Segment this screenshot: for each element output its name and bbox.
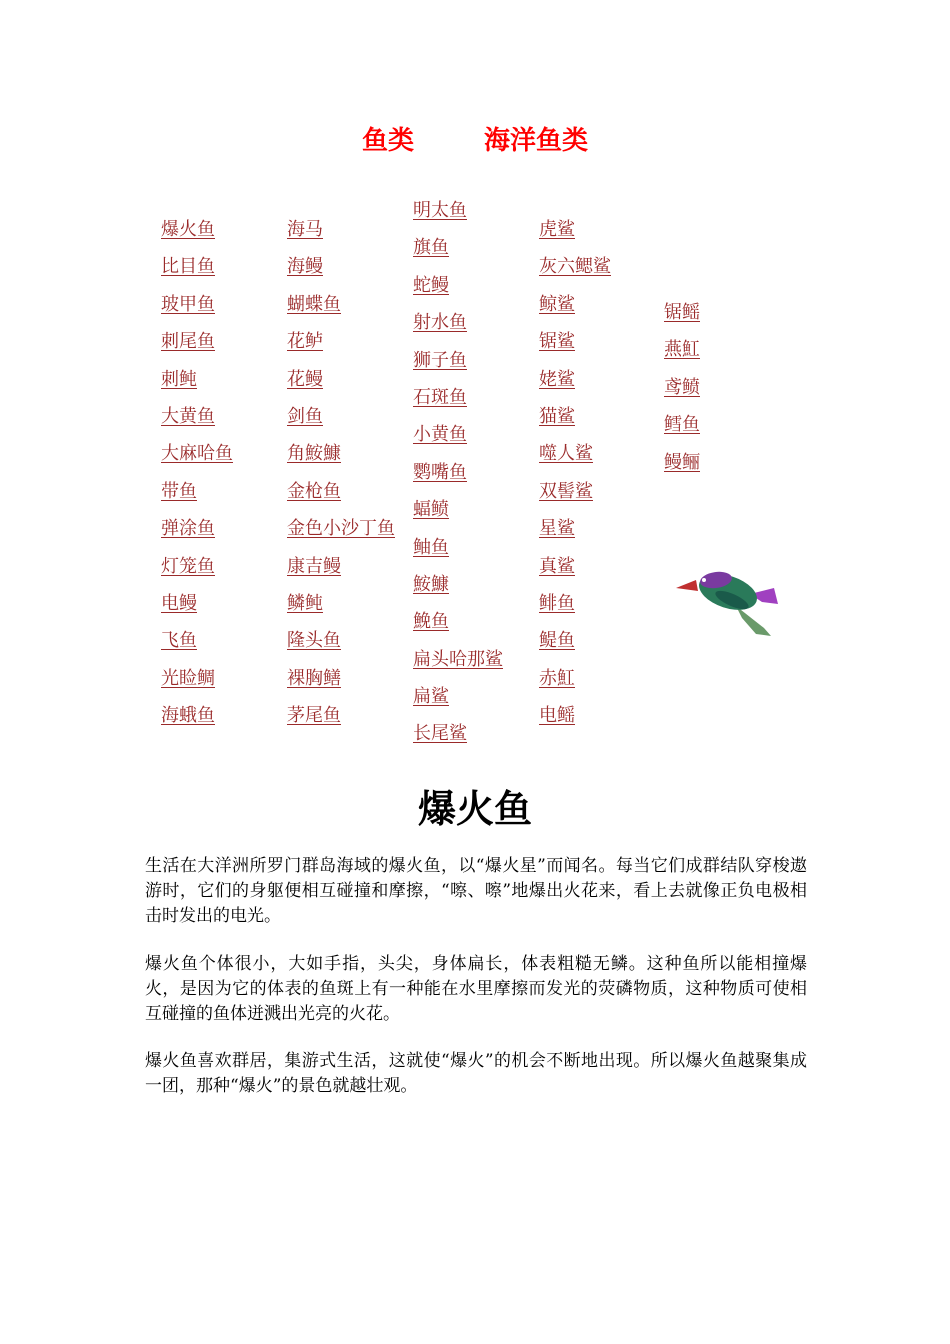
- fish-link[interactable]: 鲸鲨: [539, 293, 575, 315]
- fish-link[interactable]: 海马: [287, 219, 323, 240]
- fish-link[interactable]: 带鱼: [161, 480, 197, 502]
- fish-link[interactable]: 茅尾鱼: [287, 705, 341, 727]
- fish-link-column-1: [161, 211, 233, 734]
- fish-link[interactable]: 大黄鱼: [161, 405, 215, 427]
- fish-link[interactable]: 赤魟: [539, 667, 575, 689]
- fish-link[interactable]: 爆火鱼: [161, 219, 215, 240]
- fish-link[interactable]: 鸢鲼: [664, 376, 700, 398]
- article-paragraph-1: 生活在大洋洲所罗门群岛海域的爆火鱼，以“爆火星”而闻名。每当它们成群结队穿梭遨游时，它们的身躯便相互碰撞和摩擦，“嚓、嚓”地爆出火花来，看上去就像正负电极相击时发出的电光。: [145, 856, 807, 926]
- fish-link[interactable]: 虎鲨: [539, 219, 575, 240]
- fish-link[interactable]: 扁头哈那鲨: [413, 648, 503, 670]
- fish-link[interactable]: 灯笼鱼: [161, 555, 215, 577]
- fish-link[interactable]: 光睑鲷: [161, 667, 215, 689]
- fish-link[interactable]: 大麻哈鱼: [161, 443, 233, 465]
- fish-link[interactable]: 鳗鲡: [664, 451, 700, 473]
- fish-link[interactable]: 鳞鲀: [287, 592, 323, 614]
- fish-link[interactable]: 长尾鲨: [413, 723, 467, 745]
- fish-link[interactable]: 明太鱼: [413, 200, 467, 221]
- fish-link[interactable]: 锯鲨: [539, 331, 575, 353]
- header-subcategory: 海洋鱼类: [484, 126, 589, 156]
- fish-link-column-4: [539, 211, 611, 734]
- fish-link[interactable]: 旗鱼: [413, 237, 449, 259]
- fish-link[interactable]: 金枪鱼: [287, 480, 341, 502]
- fish-link[interactable]: 电鳗: [161, 592, 197, 614]
- article-paragraph-2: 爆火鱼个体很小，大如手指，头尖，身体扁长，体表粗糙无鳞。这种鱼所以能相撞爆火，是因为它的体表的鱼斑上有一种能在水里摩擦而发光的荧磷物质，这种物质可使相互碰撞的鱼体迸溅出光亮的火花。: [145, 954, 807, 1024]
- fish-link-column-3: [413, 192, 503, 753]
- fish-link[interactable]: 鳕鱼: [664, 414, 700, 436]
- fish-link[interactable]: 蝠鲼: [413, 499, 449, 521]
- fish-link[interactable]: 金色小沙丁鱼: [287, 518, 395, 540]
- header-category: 鱼类: [361, 126, 414, 156]
- fish-link[interactable]: 蝴蝶鱼: [287, 293, 341, 315]
- fish-link[interactable]: 灰六鳃鲨: [539, 256, 611, 278]
- fish-link[interactable]: 双髻鲨: [539, 480, 593, 502]
- fish-link[interactable]: 康吉鳗: [287, 555, 341, 577]
- fish-link[interactable]: 花鳗: [287, 368, 323, 390]
- fish-link[interactable]: 鲱鱼: [539, 592, 575, 614]
- fish-link[interactable]: 海鳗: [287, 256, 323, 278]
- fish-link[interactable]: 花鲈: [287, 331, 323, 353]
- fish-link[interactable]: 隆头鱼: [287, 630, 341, 652]
- fish-link[interactable]: 海蛾鱼: [161, 705, 215, 727]
- fish-link[interactable]: 蛇鳗: [413, 274, 449, 296]
- fish-link[interactable]: 鮟鱇: [413, 573, 449, 595]
- fish-link[interactable]: 扁鲨: [413, 686, 449, 708]
- fish-link[interactable]: 星鲨: [539, 518, 575, 540]
- fish-link[interactable]: 石斑鱼: [413, 386, 467, 408]
- fish-link[interactable]: 刺鲀: [161, 368, 197, 390]
- page-header: [0, 120, 950, 160]
- fish-link[interactable]: 鮸鱼: [413, 611, 449, 633]
- fish-link[interactable]: 裸胸鳝: [287, 667, 341, 689]
- fish-link[interactable]: 狮子鱼: [413, 349, 467, 371]
- fish-link[interactable]: 剑鱼: [287, 405, 323, 427]
- fish-link[interactable]: 真鲨: [539, 555, 575, 577]
- fish-link[interactable]: 弹涂鱼: [161, 518, 215, 540]
- fish-link[interactable]: 刺尾鱼: [161, 331, 215, 353]
- fish-link[interactable]: 鳀鱼: [539, 630, 575, 652]
- fish-link[interactable]: 角鮟鱇: [287, 443, 341, 465]
- fish-link-column-5: [664, 294, 700, 481]
- fish-link[interactable]: 姥鲨: [539, 368, 575, 390]
- fish-link[interactable]: 比目鱼: [161, 256, 215, 278]
- article-title: 爆火鱼: [417, 787, 532, 831]
- fish-link[interactable]: 鹦嘴鱼: [413, 461, 467, 483]
- fish-link[interactable]: 噬人鲨: [539, 443, 593, 465]
- fish-illustration-icon: [676, 558, 786, 638]
- fish-link[interactable]: 小黄鱼: [413, 424, 467, 446]
- fish-link[interactable]: 飞鱼: [161, 630, 197, 652]
- fish-link[interactable]: 鲉鱼: [413, 536, 449, 558]
- fish-link[interactable]: 锯鳐: [664, 302, 700, 323]
- article-paragraph-3: 爆火鱼喜欢群居，集游式生活，这就使“爆火”的机会不断地出现。所以爆火鱼越聚集成一团，那种“爆火”的景色就越壮观。: [145, 1051, 807, 1096]
- fish-link[interactable]: 电鳐: [539, 705, 575, 727]
- fish-link[interactable]: 玻甲鱼: [161, 293, 215, 315]
- fish-link-column-2: [287, 211, 395, 734]
- fish-link[interactable]: 燕魟: [664, 339, 700, 361]
- fish-link[interactable]: 射水鱼: [413, 312, 467, 334]
- fish-link[interactable]: 猫鲨: [539, 405, 575, 427]
